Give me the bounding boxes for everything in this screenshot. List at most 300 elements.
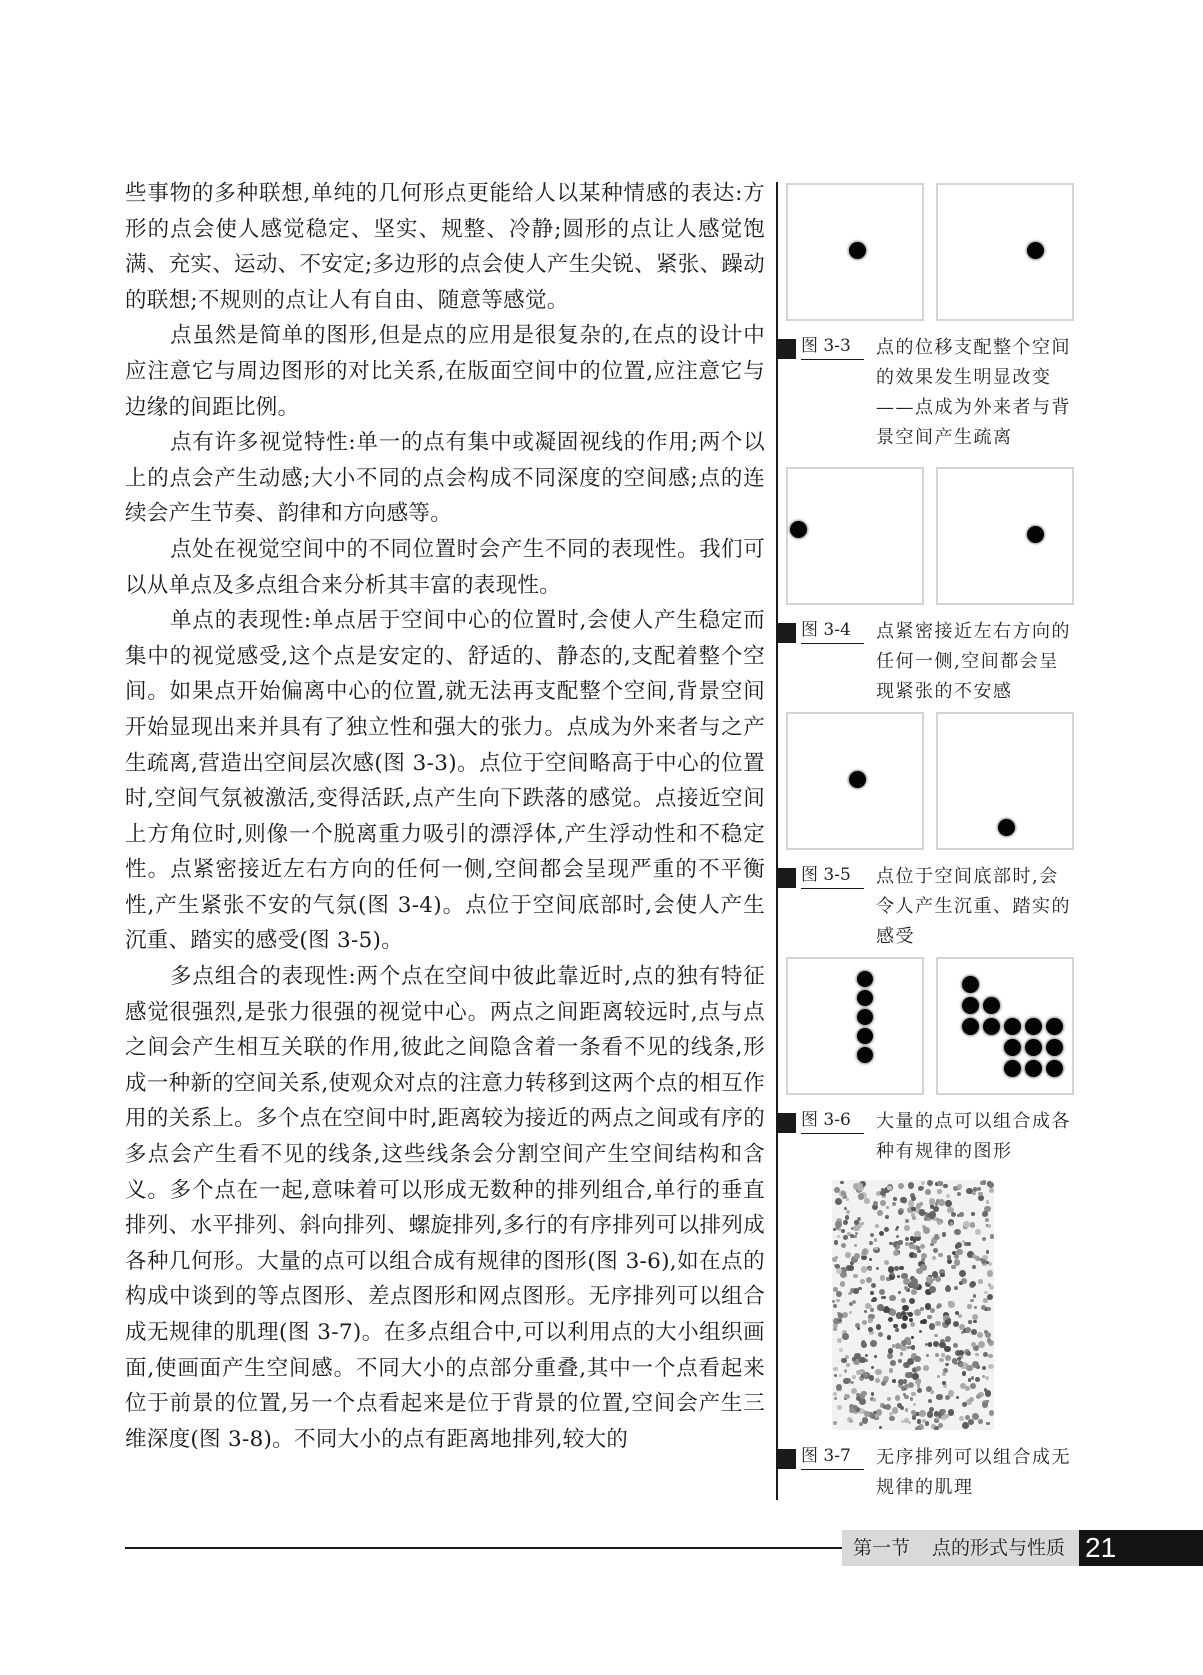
dot [892, 1379, 896, 1383]
dot [934, 1234, 940, 1240]
dot [924, 1216, 928, 1220]
dot [921, 1181, 925, 1185]
dot [922, 1319, 927, 1324]
dot [904, 1384, 909, 1389]
dot [834, 1374, 837, 1377]
dot [973, 1187, 978, 1192]
dot [981, 1305, 986, 1310]
dot [868, 1327, 873, 1332]
dot [945, 1363, 949, 1367]
random-dot-texture-image [832, 1180, 994, 1430]
dot [989, 1188, 994, 1193]
figure-caption-text: 点位于空间底部时,会令人产生沉重、踏实的感受 [876, 866, 1071, 947]
dot [915, 1426, 921, 1430]
dot [833, 1421, 837, 1425]
dot [870, 1308, 874, 1312]
dot [954, 1286, 958, 1290]
dot [988, 1354, 992, 1358]
dot [986, 1422, 989, 1425]
dot [1025, 1060, 1042, 1077]
dot [840, 1281, 846, 1287]
dot [853, 1274, 857, 1278]
dot [898, 1359, 902, 1363]
dot [929, 1286, 935, 1292]
dot [844, 1369, 847, 1372]
dot [871, 1299, 874, 1302]
dot [852, 1375, 856, 1379]
dot [923, 1365, 929, 1371]
dot [941, 1415, 947, 1421]
dot [959, 1270, 966, 1277]
dot [919, 1330, 922, 1333]
dot [837, 1235, 840, 1238]
dot [957, 1184, 962, 1189]
dot [894, 1266, 899, 1271]
dot [925, 1189, 931, 1195]
dot [937, 1181, 941, 1185]
dot [951, 1212, 956, 1217]
dot [832, 1257, 836, 1261]
dot [833, 1392, 837, 1396]
dot [954, 1229, 961, 1236]
dot [885, 1215, 889, 1219]
dot [836, 1291, 842, 1297]
dot [982, 1237, 986, 1241]
paragraph: 点处在视觉空间中的不同位置时会产生不同的表现性。我们可以从单点及多点组合来分析其丰富的表现性。 [125, 536, 765, 598]
dot [983, 997, 1000, 1014]
dot [897, 1275, 900, 1278]
dot [965, 1386, 970, 1391]
dot [855, 1232, 859, 1236]
dot [970, 1281, 976, 1287]
dot [846, 1198, 849, 1201]
dot [978, 1195, 984, 1201]
dot [987, 1224, 991, 1228]
dot [870, 1233, 874, 1237]
dot [857, 1327, 860, 1330]
dot [890, 1360, 896, 1366]
dot [878, 1332, 883, 1337]
dot [968, 1320, 972, 1324]
dot [862, 1320, 867, 1325]
dot [914, 1356, 920, 1362]
dot [889, 1416, 895, 1422]
dot [874, 1355, 877, 1358]
dot [840, 1181, 844, 1185]
dot [835, 1198, 842, 1205]
dot [892, 1202, 896, 1206]
dot [860, 1279, 864, 1283]
dot [880, 1190, 886, 1196]
dot [968, 1419, 974, 1425]
figure-caption-text: 点的位移支配整个空间的效果发生明显改变——点成为外来者与背景空间产生疏离 [876, 337, 1071, 448]
dot [853, 1288, 859, 1294]
dot [948, 1390, 955, 1397]
dot [884, 1227, 889, 1232]
dot [982, 1375, 985, 1378]
dot [848, 1265, 854, 1271]
dot [876, 1324, 882, 1330]
footer-section: 第一节 [853, 1537, 911, 1559]
dot [903, 1278, 910, 1285]
dot [887, 1397, 891, 1401]
dot [930, 1308, 935, 1313]
dot [929, 1198, 936, 1205]
dot [1027, 242, 1044, 259]
dot [842, 1333, 848, 1339]
dot [850, 1381, 853, 1384]
dot [833, 1327, 837, 1331]
dot [916, 1268, 923, 1275]
dot [875, 1369, 882, 1376]
dot [938, 1253, 942, 1257]
dot [911, 1196, 916, 1201]
dot [901, 1323, 907, 1329]
dot [978, 1341, 985, 1348]
dot [836, 1268, 842, 1274]
dot [870, 1291, 874, 1295]
dot [962, 1402, 967, 1407]
dot [836, 1299, 840, 1303]
dot [910, 1322, 915, 1327]
dot [967, 1242, 971, 1246]
dot [908, 1312, 913, 1317]
dot [973, 1320, 977, 1324]
dot [975, 1229, 981, 1235]
dot [860, 1394, 865, 1399]
caption-marker-icon [776, 339, 796, 359]
dot [866, 1277, 872, 1283]
paragraph: 单点的表现性:单点居于空间中心的位置时,会使人产生稳定而集中的视觉感受,这个点是安定的、舒适的、静态的,支配着整个空间。如果点开始偏离中心的位置,就无法再支配整个空间,背景空间开始显现出来并具有了独立性和强大的张力。点成为外来者与之产生疏离,营造出空间层次感(图 3-3)。点位于空间略高于中心的位置时,空间气氛被激活,变得活跃,点产生向下跌落的感觉。点接近空间上方角位时,则像一个脱离重力吸引的漂浮体,产生浮动性和不稳定性。点紧密接近左右方向的任何一侧,空间都会呈现严重的不平衡性,产生紧张不安的气氛(图 3-4)。点位于空间底部时,会使人产生沉重、踏实的感受(图 3-5)。 [125, 608, 765, 954]
dot [911, 1410, 916, 1415]
dot [972, 1265, 976, 1269]
figure-3-3-images [786, 183, 1074, 321]
page-number: 21 [1079, 1530, 1203, 1566]
dot [869, 1241, 873, 1245]
dot [913, 1253, 918, 1258]
dot [1025, 1018, 1042, 1035]
dot [914, 1231, 920, 1237]
dot [835, 1221, 842, 1228]
dot [838, 1319, 842, 1323]
dot [916, 1366, 921, 1371]
dot [972, 1314, 978, 1320]
dot [998, 819, 1015, 836]
dot [790, 521, 807, 538]
dot [857, 1047, 873, 1063]
dot [927, 1180, 933, 1186]
dot [845, 1355, 849, 1359]
dot [857, 971, 873, 987]
dot [910, 1397, 914, 1401]
caption-marker-icon [776, 1449, 796, 1469]
dot [854, 1244, 857, 1247]
dot [889, 1242, 893, 1246]
dot [836, 1384, 842, 1390]
dot [985, 1218, 989, 1222]
figure-3-4-images [786, 467, 1074, 605]
dot [889, 1295, 896, 1302]
dot [849, 771, 866, 788]
figure-frame [936, 957, 1074, 1095]
caption-marker-icon [776, 623, 796, 643]
dot [937, 1189, 942, 1194]
dot [990, 1234, 994, 1239]
dot [934, 1334, 937, 1337]
dot [909, 1244, 915, 1250]
dot [1027, 526, 1044, 543]
dot [875, 1224, 879, 1228]
dot [911, 1289, 917, 1295]
dot [918, 1186, 923, 1191]
dot [905, 1237, 910, 1242]
dot [1046, 1018, 1063, 1035]
dot [973, 1255, 977, 1259]
dot [887, 1186, 892, 1191]
dot [880, 1275, 886, 1281]
paragraph: 些事物的多种联想,单纯的几何形点更能给人以某种情感的表达:方形的点会使人感觉稳定、坚实、规整、冷静;圆形的点让人感觉饱满、充实、运动、不安定;多边形的点会使人产生尖锐、紧张、躁动的联想;不规则的点让人有自由、随意等感觉。 [125, 181, 765, 313]
dot [883, 1296, 886, 1299]
dot [837, 1405, 842, 1410]
dot [973, 1294, 976, 1297]
dot [854, 1253, 860, 1259]
dot [873, 1398, 876, 1401]
dot [978, 1279, 983, 1284]
dot [839, 1374, 842, 1377]
dot [933, 1248, 938, 1253]
dot [967, 1304, 972, 1309]
dot [896, 1244, 900, 1248]
figure-frame [786, 712, 924, 850]
dot [879, 1426, 882, 1429]
figure-label: 图 3-6 [801, 1107, 864, 1134]
figure-caption-text: 大量的点可以组合成各种有规律的图形 [876, 1111, 1071, 1162]
dot [956, 1396, 959, 1399]
dot [959, 1362, 964, 1367]
dot [893, 1324, 897, 1328]
dot [1004, 1060, 1021, 1077]
dot [945, 1286, 951, 1292]
footer-rule [125, 1547, 845, 1549]
dot [911, 1336, 914, 1339]
figure-frame [936, 467, 1074, 605]
dot [975, 1377, 980, 1382]
dot [923, 1227, 930, 1234]
dot [868, 1267, 872, 1271]
dot [977, 1332, 983, 1338]
dot [962, 976, 979, 993]
dot [843, 1235, 848, 1240]
dot [901, 1298, 906, 1303]
dot [986, 1261, 989, 1264]
dot [889, 1368, 894, 1373]
dot [987, 1307, 991, 1311]
dot [871, 1366, 874, 1369]
dot [943, 1184, 947, 1188]
dot [861, 1266, 867, 1272]
dot [911, 1345, 916, 1350]
dot [987, 1338, 991, 1342]
dot [926, 1354, 929, 1357]
dot [843, 1220, 848, 1225]
caption-marker-icon [776, 1113, 796, 1133]
dot [984, 1291, 988, 1295]
dot [834, 1240, 838, 1244]
dot [849, 1311, 852, 1314]
dot [900, 1345, 906, 1351]
dot [858, 1193, 864, 1199]
dot [841, 1229, 845, 1233]
dot [942, 1232, 946, 1236]
dot [954, 1259, 960, 1265]
dot [879, 1231, 885, 1237]
dot [916, 1203, 922, 1209]
dot [945, 1355, 951, 1361]
dot [926, 1276, 932, 1282]
figure-frame [936, 183, 1074, 321]
dot [974, 1306, 977, 1309]
dot [914, 1309, 921, 1316]
dot [953, 1343, 958, 1348]
dot [977, 1187, 981, 1191]
dot [874, 1238, 878, 1242]
dot [845, 1252, 851, 1258]
running-footer [842, 1530, 1079, 1566]
dot [938, 1423, 943, 1428]
figure-caption-text: 点紧密接近左右方向的任何一侧,空间都会呈现紧张的不安感 [876, 621, 1071, 702]
dot [846, 1363, 850, 1367]
dot [969, 1397, 974, 1402]
dot [884, 1260, 889, 1265]
dot [970, 1299, 973, 1302]
dot [948, 1301, 955, 1308]
dot [985, 1332, 991, 1338]
dot [978, 1419, 982, 1423]
dot [877, 1210, 883, 1216]
dot [857, 1009, 873, 1025]
dot [929, 1211, 936, 1218]
dot [908, 1421, 911, 1424]
dot [895, 1395, 901, 1401]
dot [941, 1409, 946, 1414]
dot [885, 1404, 891, 1410]
dot [880, 1200, 886, 1206]
dot [965, 1327, 971, 1333]
dot [833, 1304, 837, 1308]
dot [886, 1206, 890, 1210]
dot [987, 1294, 993, 1300]
dot [945, 1336, 951, 1342]
dot [875, 1378, 880, 1383]
dot [976, 1394, 981, 1399]
dot [970, 1222, 975, 1227]
dot [893, 1197, 897, 1201]
dot [950, 1222, 953, 1225]
dot [839, 1348, 843, 1352]
dot [959, 1212, 964, 1217]
dot [930, 1390, 934, 1394]
dot [982, 1366, 986, 1370]
footer-title: 点的形式与性质 [932, 1537, 1066, 1559]
dot [844, 1394, 849, 1399]
dot [895, 1328, 898, 1331]
figure-label: 图 3-3 [801, 333, 864, 360]
dot [986, 1200, 989, 1203]
dot [927, 1315, 932, 1320]
dot [891, 1272, 894, 1275]
dot [843, 1378, 850, 1385]
caption-marker-icon [776, 868, 796, 888]
dot [865, 1303, 871, 1309]
dot [898, 1210, 903, 1215]
dot [902, 1315, 908, 1321]
dot [898, 1291, 901, 1294]
dot [912, 1216, 916, 1220]
figure-frame [786, 183, 924, 321]
dot [870, 1340, 877, 1347]
dot [928, 1399, 932, 1403]
dot [1046, 1039, 1063, 1056]
dot [1025, 1039, 1042, 1056]
dot [971, 1212, 975, 1216]
dot [917, 1419, 921, 1423]
dot [958, 1314, 962, 1318]
figure-label: 图 3-4 [801, 617, 864, 644]
dot [832, 1300, 835, 1303]
dot [971, 1376, 975, 1380]
dot [871, 1283, 877, 1289]
dot [879, 1289, 885, 1295]
dot [975, 1353, 979, 1357]
dot [983, 1298, 987, 1302]
dot [985, 1376, 989, 1380]
dot [948, 1409, 954, 1415]
dot [888, 1317, 893, 1322]
dot [935, 1321, 940, 1326]
dot [899, 1266, 904, 1271]
sidebar-divider [776, 182, 778, 1500]
paragraph: 点有许多视觉特性:单一的点有集中或凝固视线的作用;两个以上的点会产生动感;大小不同的点会构成不同深度的空间感;点的连续会产生节奏、韵律和方向感等。 [125, 430, 765, 527]
dot [913, 1403, 916, 1406]
dot [896, 1235, 899, 1238]
dot [911, 1392, 915, 1396]
dot [921, 1258, 925, 1262]
dot [920, 1244, 925, 1249]
dot [887, 1353, 893, 1359]
dot [838, 1313, 843, 1318]
figure-label: 图 3-7 [801, 1443, 864, 1470]
dot [904, 1225, 910, 1231]
dot [898, 1183, 904, 1189]
dot [1004, 1018, 1021, 1035]
dot [849, 242, 866, 259]
dot [1046, 1060, 1063, 1077]
dot [888, 1348, 894, 1354]
figure-label: 图 3-5 [801, 862, 864, 889]
dot [834, 1397, 837, 1400]
figure-caption-text: 无序排列可以组合成无规律的肌理 [876, 1447, 1071, 1498]
dot [864, 1310, 867, 1313]
dot [942, 1372, 946, 1376]
dot [901, 1420, 904, 1423]
dot [917, 1388, 922, 1393]
dot [919, 1209, 925, 1215]
dot [859, 1398, 866, 1405]
dot [986, 1250, 990, 1254]
dot [962, 1018, 979, 1035]
dot [857, 1217, 861, 1221]
dot [937, 1220, 942, 1225]
